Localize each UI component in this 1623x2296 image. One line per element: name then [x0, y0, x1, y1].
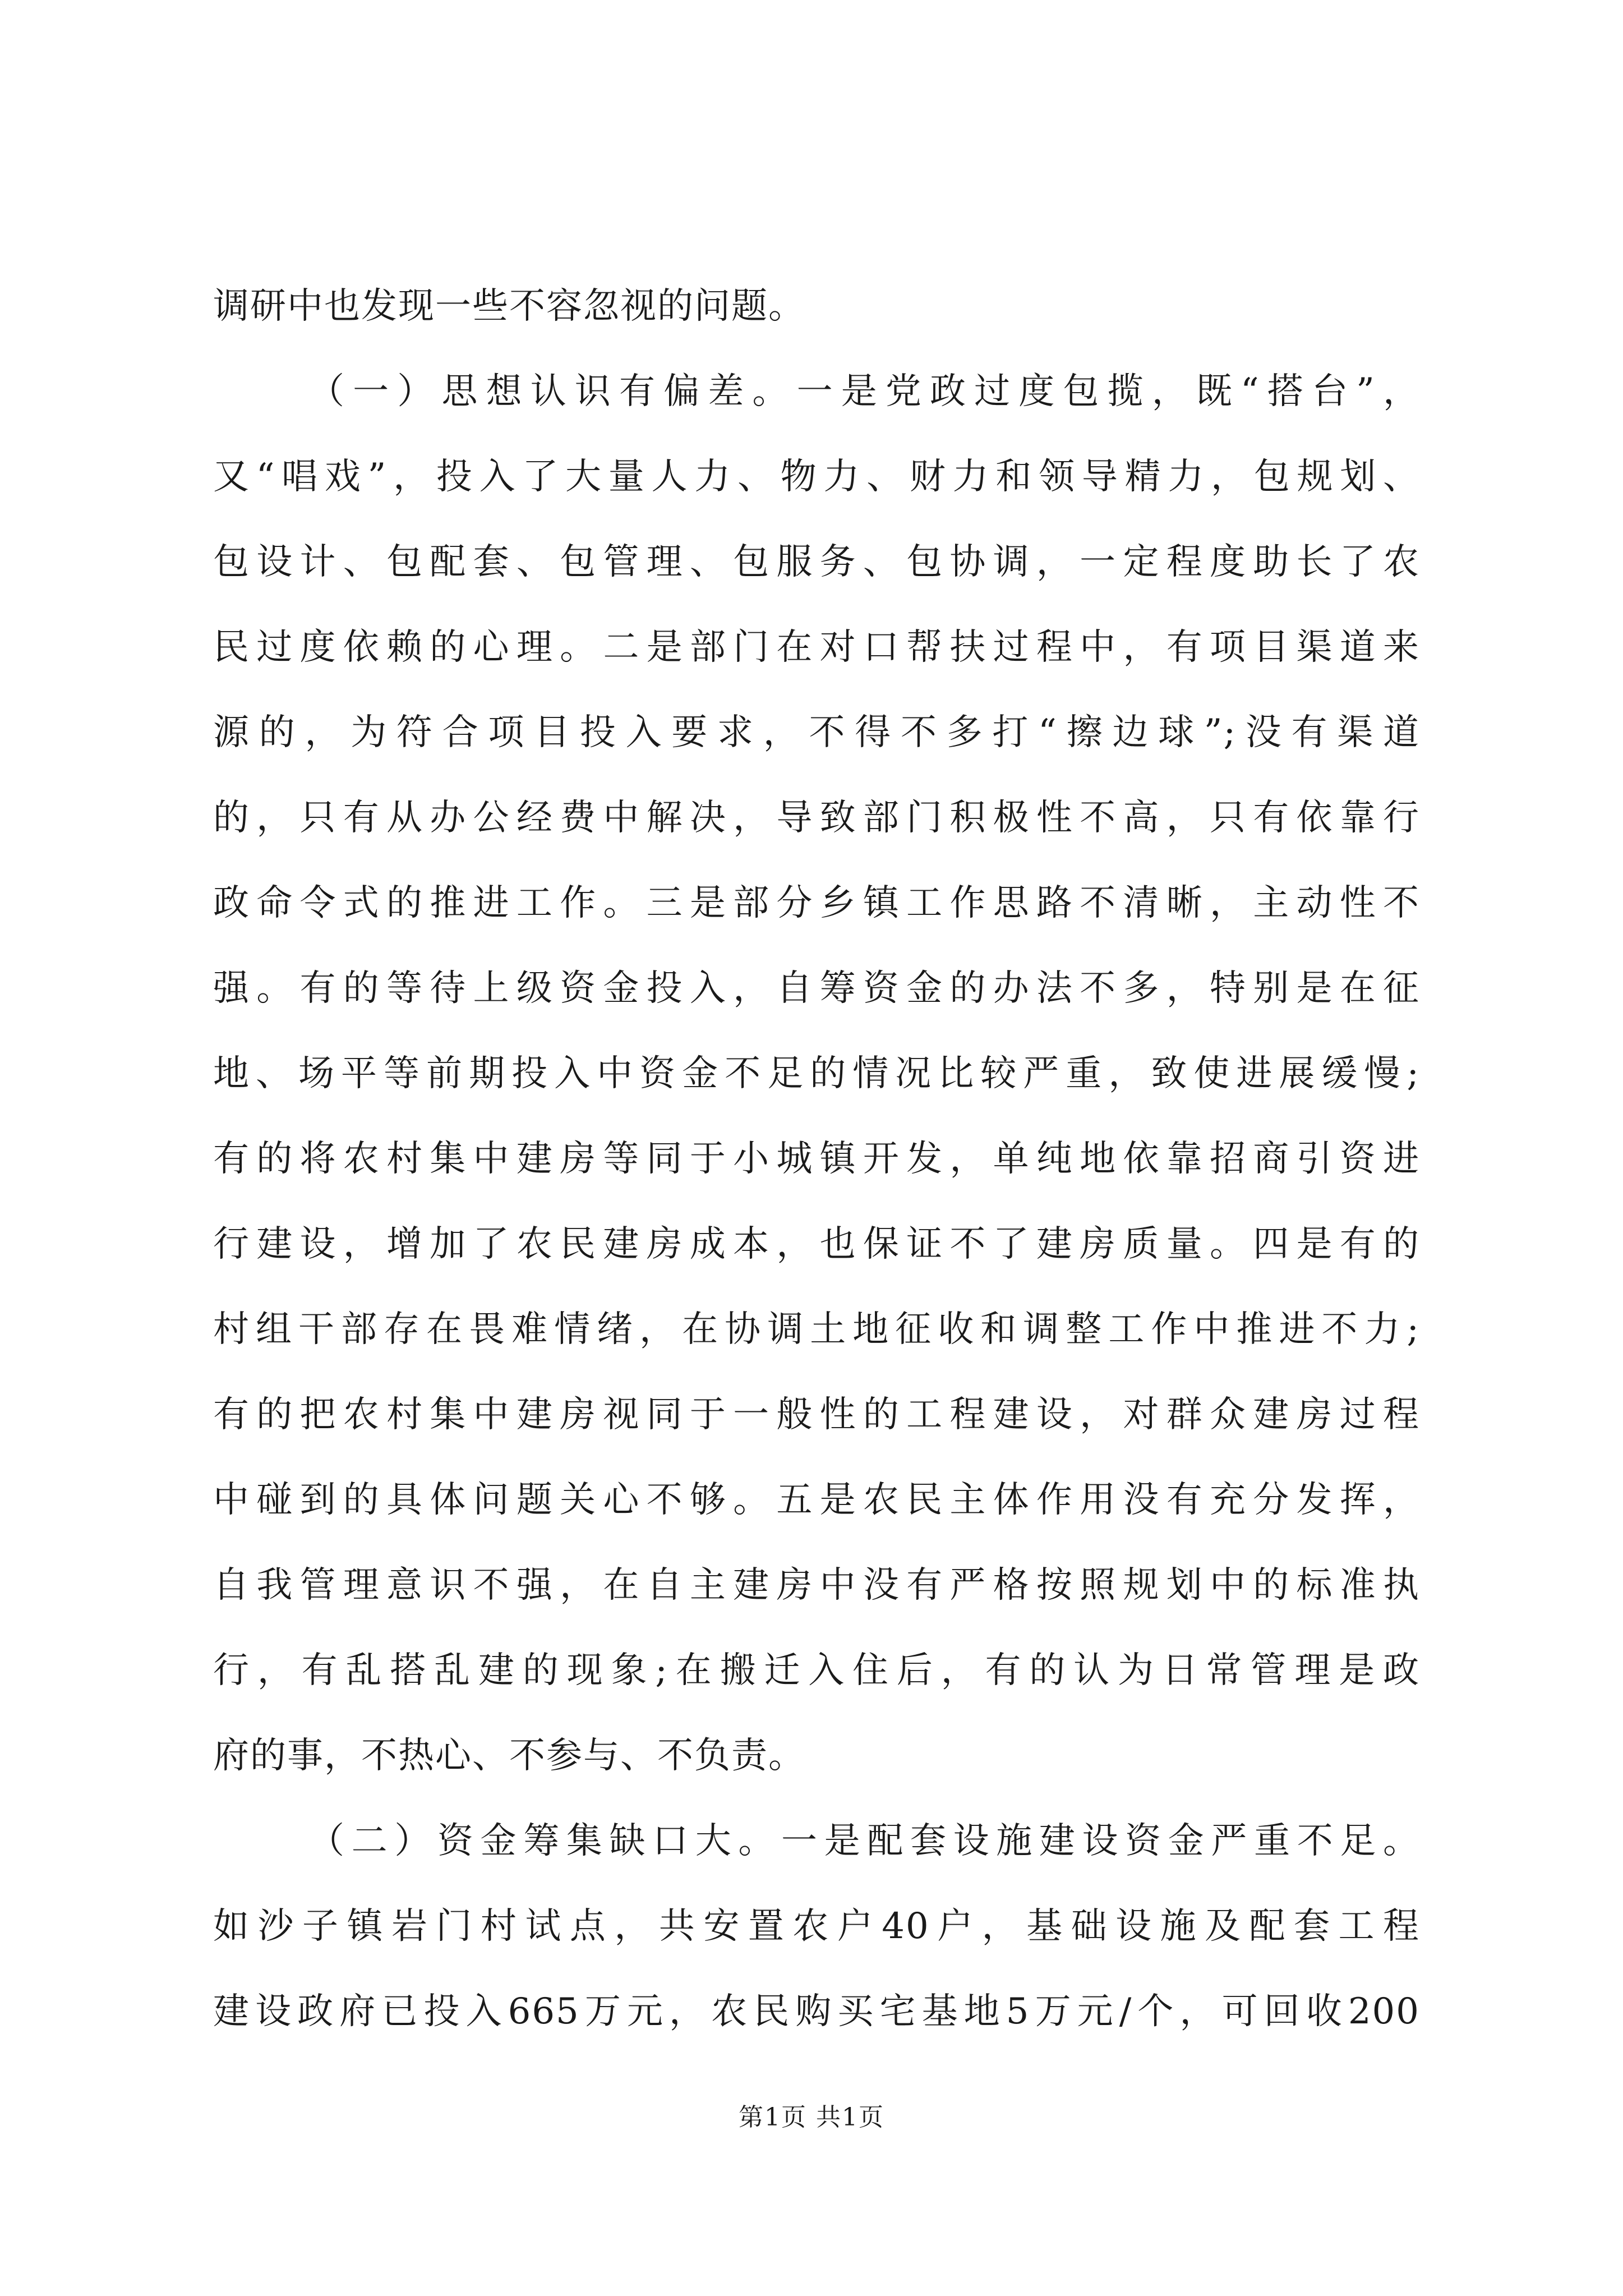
paragraph-line: 源的，为符合项目投入要求，不得不多打“擦边球”;没有渠道	[213, 712, 1420, 753]
paragraph-line: 地、场平等前期投入中资金不足的情况比较严重，致使进展缓慢;	[213, 1053, 1420, 1094]
paragraph-line: （二）资金筹集缺口大。一是配套设施建设资金严重不足。	[308, 1820, 1420, 1862]
paragraph-line: 中碰到的具体问题关心不够。五是农民主体作用没有充分发挥，	[213, 1479, 1420, 1521]
paragraph-line: 村组干部存在畏难情绪，在协调土地征收和调整工作中推进不力;	[213, 1309, 1420, 1350]
paragraph-line: 行建设，增加了农民建房成本，也保证不了建房质量。四是有的	[213, 1223, 1420, 1265]
paragraph-line: 自我管理意识不强，在自主建房中没有严格按照规划中的标准执	[213, 1565, 1420, 1606]
paragraph-line: 建设政府已投入665万元，农民购买宅基地5万元/个，可回收200	[213, 1991, 1420, 2032]
paragraph-line: 强。有的等待上级资金投入，自筹资金的办法不多，特别是在征	[213, 968, 1420, 1009]
paragraph-line: （一）思想认识有偏差。一是党政过度包揽，既“搭台”，	[308, 371, 1420, 412]
page-footer	[0, 2101, 1623, 2134]
paragraph-line: 有的将农村集中建房等同于小城镇开发，单纯地依靠招商引资进	[213, 1138, 1420, 1180]
paragraph-line: 的，只有从办公经费中解决，导致部门积极性不高，只有依靠行	[213, 797, 1420, 839]
paragraph-line: 包设计、包配套、包管理、包服务、包协调，一定程度助长了农	[213, 541, 1420, 583]
paragraph-line: 又“唱戏”，投入了大量人力、物力、财力和领导精力，包规划、	[213, 456, 1420, 498]
document-body	[213, 264, 1420, 2054]
paragraph-line: 府的事，不热心、不参与、不负责。	[213, 1735, 805, 1777]
paragraph-line: 如沙子镇岩门村试点，共安置农户40户，基础设施及配套工程	[213, 1906, 1420, 1947]
page-number-label: 第1页 共1页	[739, 2103, 884, 2132]
paragraph-line: 有的把农村集中建房视同于一般性的工程建设，对群众建房过程	[213, 1394, 1420, 1435]
paragraph-line: 民过度依赖的心理。二是部门在对口帮扶过程中，有项目渠道来	[213, 627, 1420, 668]
paragraph-line: 调研中也发现一些不容忽视的问题。	[213, 286, 805, 327]
paragraph-line: 行，有乱搭乱建的现象;在搬迁入住后，有的认为日常管理是政	[213, 1650, 1420, 1691]
paragraph-line: 政命令式的推进工作。三是部分乡镇工作思路不清晰，主动性不	[213, 882, 1420, 924]
